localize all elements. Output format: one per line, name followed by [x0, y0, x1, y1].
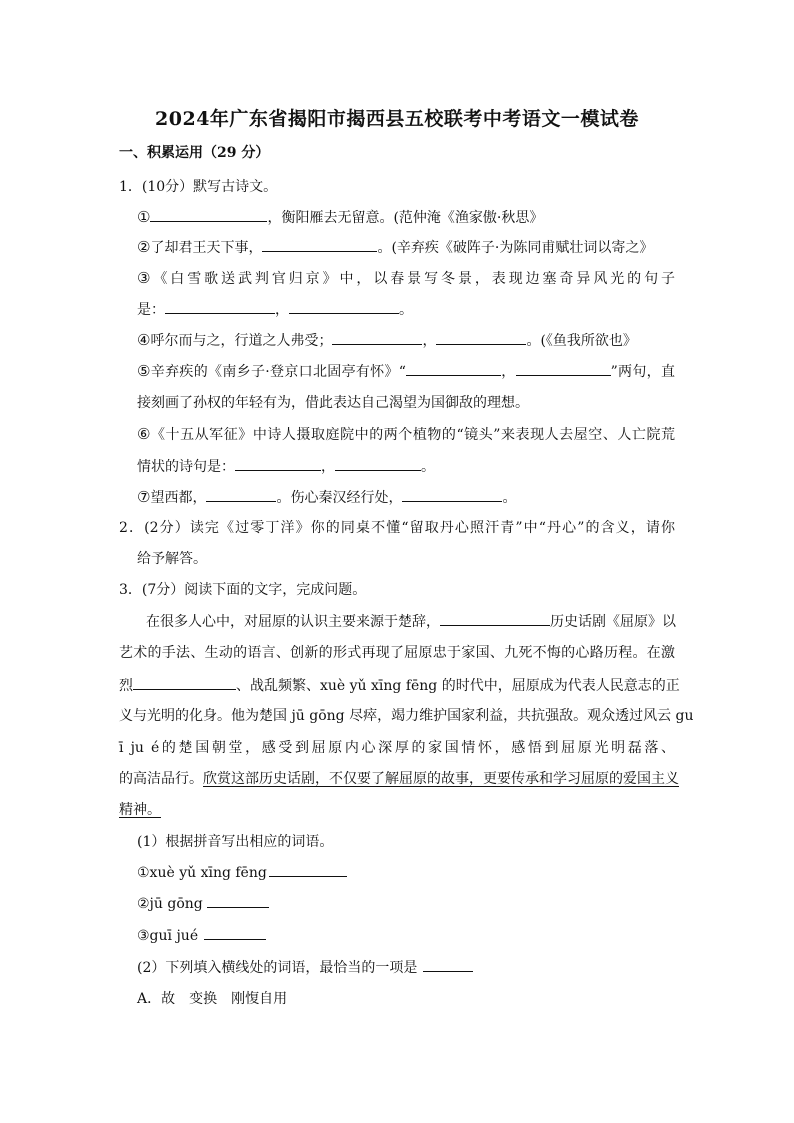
passage-text: 义与光明的化身。他为楚国 jū gōng 尽瘁，竭力维护国家利益，共抗强敌。观众透过风云 gu [119, 708, 694, 724]
answer-blank[interactable] [204, 925, 266, 940]
pinyin-text: ③guī jué [137, 928, 199, 944]
exam-title: 2024年广东省揭阳市揭西县五校联考中考语文一模试卷 [155, 108, 639, 130]
pinyin-item-2 [137, 893, 269, 914]
item-number: ⑤ [137, 362, 151, 380]
q1-item-6-cont [137, 456, 435, 477]
item-text: 。 [421, 459, 435, 475]
item-number: ② [137, 238, 151, 256]
item-text: 。(《鱼我所欲也》 [526, 333, 637, 349]
q1-item-2 [137, 237, 653, 258]
option-a[interactable]: A．故 变换 刚愎自用 [137, 991, 288, 1007]
answer-blank[interactable] [206, 487, 276, 502]
q3-passage-line-5 [119, 738, 675, 758]
answer-blank[interactable] [133, 675, 236, 690]
item-number: ⑦ [137, 488, 151, 506]
q1-item-1 [137, 207, 543, 228]
answer-blank[interactable] [335, 456, 421, 471]
q2-text: 2．(2分）读完《过零丁洋》你的同桌不懂“留取丹心照汗青”中“丹心”的含义，请你 [119, 520, 675, 536]
answer-blank[interactable] [262, 237, 377, 252]
q3-sub-question-1: (1）根据拼音写出相应的词语。 [137, 834, 334, 850]
item-number: ④ [137, 331, 151, 349]
item-text: 。 [399, 302, 413, 318]
answer-blank[interactable] [332, 330, 422, 345]
underlined-sentence: 欣赏这部历史话剧，不仅要了解屈原的故事，更要传承和学习屈原的爱国主义 [203, 771, 679, 787]
pinyin-item-1 [137, 862, 347, 883]
answer-blank[interactable] [423, 957, 473, 972]
passage-text: 在很多人心中，对屈原的认识主要来源于楚辞， [146, 614, 440, 630]
item-number: ⑥ [137, 425, 151, 443]
answer-blank[interactable] [289, 299, 399, 314]
item-text: 情状的诗句是： [137, 459, 235, 475]
q3-passage-line-3 [119, 675, 680, 696]
q1-item-3-cont [137, 299, 413, 320]
q3-passage-line-2 [119, 643, 675, 663]
item-text: 。(辛弃疾《破阵子·为陈同甫赋壮词以寄之》 [377, 240, 654, 256]
underlined-sentence: 精神。 [119, 802, 161, 818]
question-text: (2）下列填入横线处的词语，最恰当的一项是 [137, 960, 418, 976]
q3-sub-question-2 [137, 957, 473, 978]
pinyin-text: ①xuè yǔ xīng fēng [137, 865, 267, 881]
answer-blank[interactable] [165, 299, 275, 314]
q3-passage-line-1 [146, 611, 675, 632]
answer-blank[interactable] [402, 487, 502, 502]
answer-blank[interactable] [150, 207, 267, 222]
item-text: 《十五从军征》中诗人摄取庭院中的两个植物的“镜头”来表现人去屋空、人亡院荒 [151, 427, 675, 443]
passage-text: 烈 [119, 678, 133, 694]
passage-text: 的高洁品行。 [119, 771, 203, 787]
q1-item-5-cont: 接刻画了孙权的年轻有为，借此表达自己渴望为国御敌的理想。 [137, 395, 529, 411]
q3-passage-line-4 [119, 706, 694, 726]
q3-passage-line-6 [119, 769, 679, 789]
answer-blank[interactable] [235, 456, 321, 471]
passage-text: 历史话剧《屈原》以 [550, 614, 676, 630]
q3-passage-line-7 [119, 800, 161, 820]
item-text: ，衡阳雁去无留意。(范仲淹《渔家傲·秋思》 [267, 210, 544, 226]
q3-stem: 3．(7分）阅读下面的文字，完成问题。 [119, 582, 367, 598]
answer-blank[interactable] [436, 330, 526, 345]
item-text: ， [422, 333, 437, 349]
answer-blank[interactable] [516, 361, 611, 376]
item-text: 了却君王天下事， [150, 240, 263, 256]
passage-text: ī ju é的楚国朝堂，感受到屈原内心深厚的家国情怀，感悟到屈原光明磊落、 [119, 740, 675, 756]
item-text: 辛弃疾的《南乡子·登京口北固亭有怀》“ [150, 364, 406, 380]
answer-blank[interactable] [207, 893, 269, 908]
answer-blank[interactable] [406, 361, 501, 376]
q2-line-1 [119, 518, 675, 538]
q1-item-7 [137, 487, 516, 508]
item-text: ， [275, 302, 289, 318]
item-text: 望西都， [150, 490, 207, 506]
q1-item-4 [137, 330, 637, 351]
answer-blank[interactable] [269, 862, 347, 877]
item-text: ， [500, 364, 516, 380]
q1-stem: 1．(10分）默写古诗文。 [119, 179, 278, 195]
q1-item-5 [137, 361, 675, 382]
item-text: ， [321, 459, 335, 475]
pinyin-item-3 [137, 925, 266, 946]
answer-blank[interactable] [440, 611, 550, 626]
pinyin-text: ②jū gōng [137, 896, 203, 912]
item-text: 《白雪歌送武判官归京》中，以春景写冬景，表现边塞奇异风光的句子 [153, 271, 675, 287]
item-text: 。 [502, 490, 517, 506]
item-number: ③ [137, 269, 154, 287]
section-heading: 一、积累运用（29 分） [119, 145, 270, 161]
item-text: ”两句，直 [610, 364, 675, 380]
passage-text: 艺术的手法、生动的语言、创新的形式再现了屈原忠于家国、九死不悔的心路历程。在激 [119, 645, 675, 661]
item-text: 。伤心秦汉经行处， [276, 490, 403, 506]
q2-line-2: 给予解答。 [137, 551, 207, 567]
item-number: ① [137, 208, 151, 226]
item-text: 是： [137, 302, 165, 318]
q1-item-6 [137, 424, 675, 445]
item-text: 呼尔而与之，行道之人弗受； [150, 333, 333, 349]
passage-text: 、战乱频繁、xuè yǔ xīng fēng 的时代中，屈原成为代表人民意志的正 [236, 678, 680, 694]
q1-item-3 [137, 268, 675, 289]
